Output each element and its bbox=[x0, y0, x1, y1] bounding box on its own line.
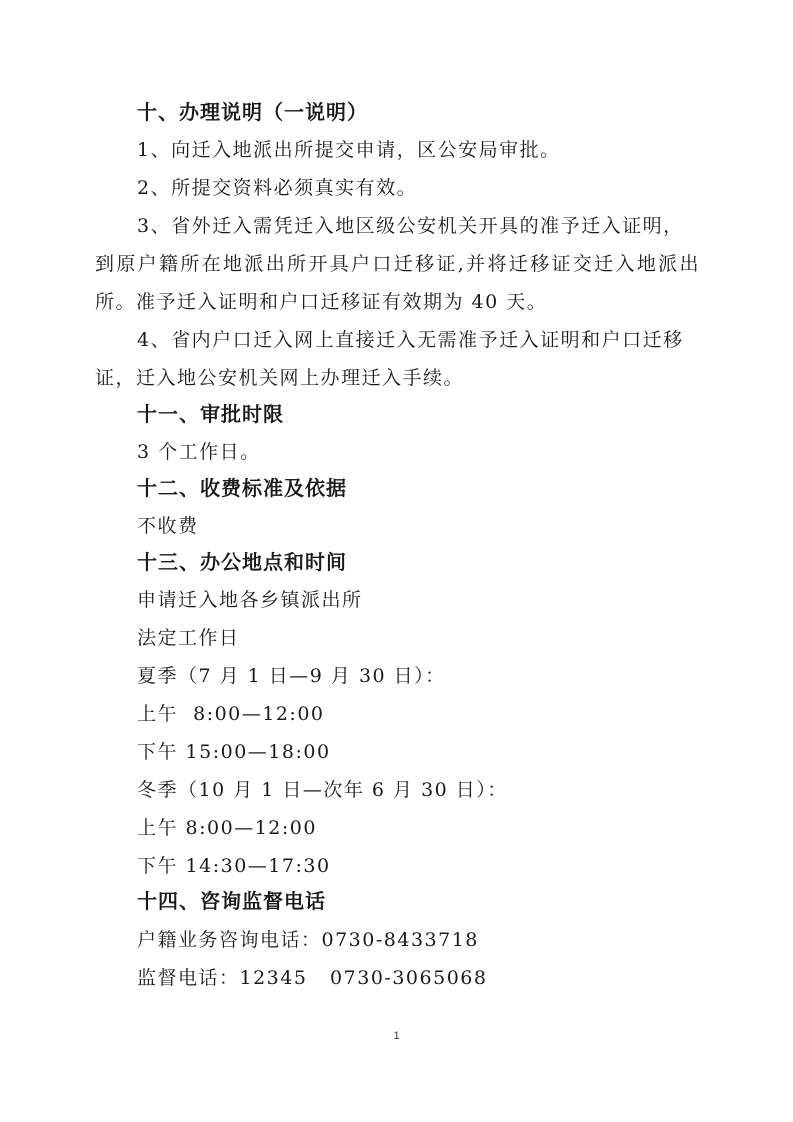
winter-afternoon-hours: 下午 14:30—17:30 bbox=[137, 855, 331, 877]
office-location: 申请迁入地各乡镇派出所 bbox=[137, 589, 363, 611]
section-10-item-3-line-1: 3、省外迁入需凭迁入地区级公安机关开具的准予迁入证明， bbox=[137, 215, 684, 237]
section-10-item-4-line-2: 证，迁入地公安机关网上办理迁入手续。 bbox=[95, 367, 465, 389]
approval-time-limit: 3 个工作日。 bbox=[137, 441, 261, 463]
section-10-item-2: 2、所提交资料必须真实有效。 bbox=[137, 177, 418, 199]
section-10-item-1: 1、向迁入地派出所提交申请，区公安局审批。 bbox=[137, 139, 561, 161]
section-13-heading: 十三、办公地点和时间 bbox=[137, 550, 347, 574]
section-12-heading: 十二、收费标准及依据 bbox=[137, 476, 347, 500]
summer-schedule-title: 夏季（7 月 1 日—9 月 30 日）： bbox=[137, 665, 446, 687]
supervise-phone: 监督电话：12345 0730-3065068 bbox=[137, 967, 488, 989]
page-number: 1 bbox=[393, 1030, 400, 1042]
winter-morning-hours: 上午 8:00—12:00 bbox=[137, 817, 317, 839]
summer-morning-hours: 上午 8:00—12:00 bbox=[137, 703, 325, 725]
section-11-heading: 十一、审批时限 bbox=[137, 402, 284, 426]
summer-afternoon-hours: 下午 15:00—18:00 bbox=[137, 741, 331, 763]
section-10-item-4-line-1: 4、省内户口迁入网上直接迁入无需准予迁入证明和户口迁移 bbox=[137, 329, 684, 351]
consult-phone: 户籍业务咨询电话：0730-8433718 bbox=[137, 929, 479, 951]
section-10-item-3-line-2: 到原户籍所在地派出所开具户口迁移证,并将迁移证交迁入地派出 bbox=[95, 253, 700, 275]
section-10-item-3-line-3: 所。准予迁入证明和户口迁移证有效期为 40 天。 bbox=[95, 291, 548, 313]
section-14-heading: 十四、咨询监督电话 bbox=[137, 889, 326, 913]
office-workdays: 法定工作日 bbox=[137, 627, 240, 649]
section-10-heading: 十、办理说明（一说明） bbox=[137, 100, 368, 124]
winter-schedule-title: 冬季（10 月 1 日—次年 6 月 30 日）： bbox=[137, 779, 508, 801]
fee-standard: 不收费 bbox=[137, 515, 199, 537]
